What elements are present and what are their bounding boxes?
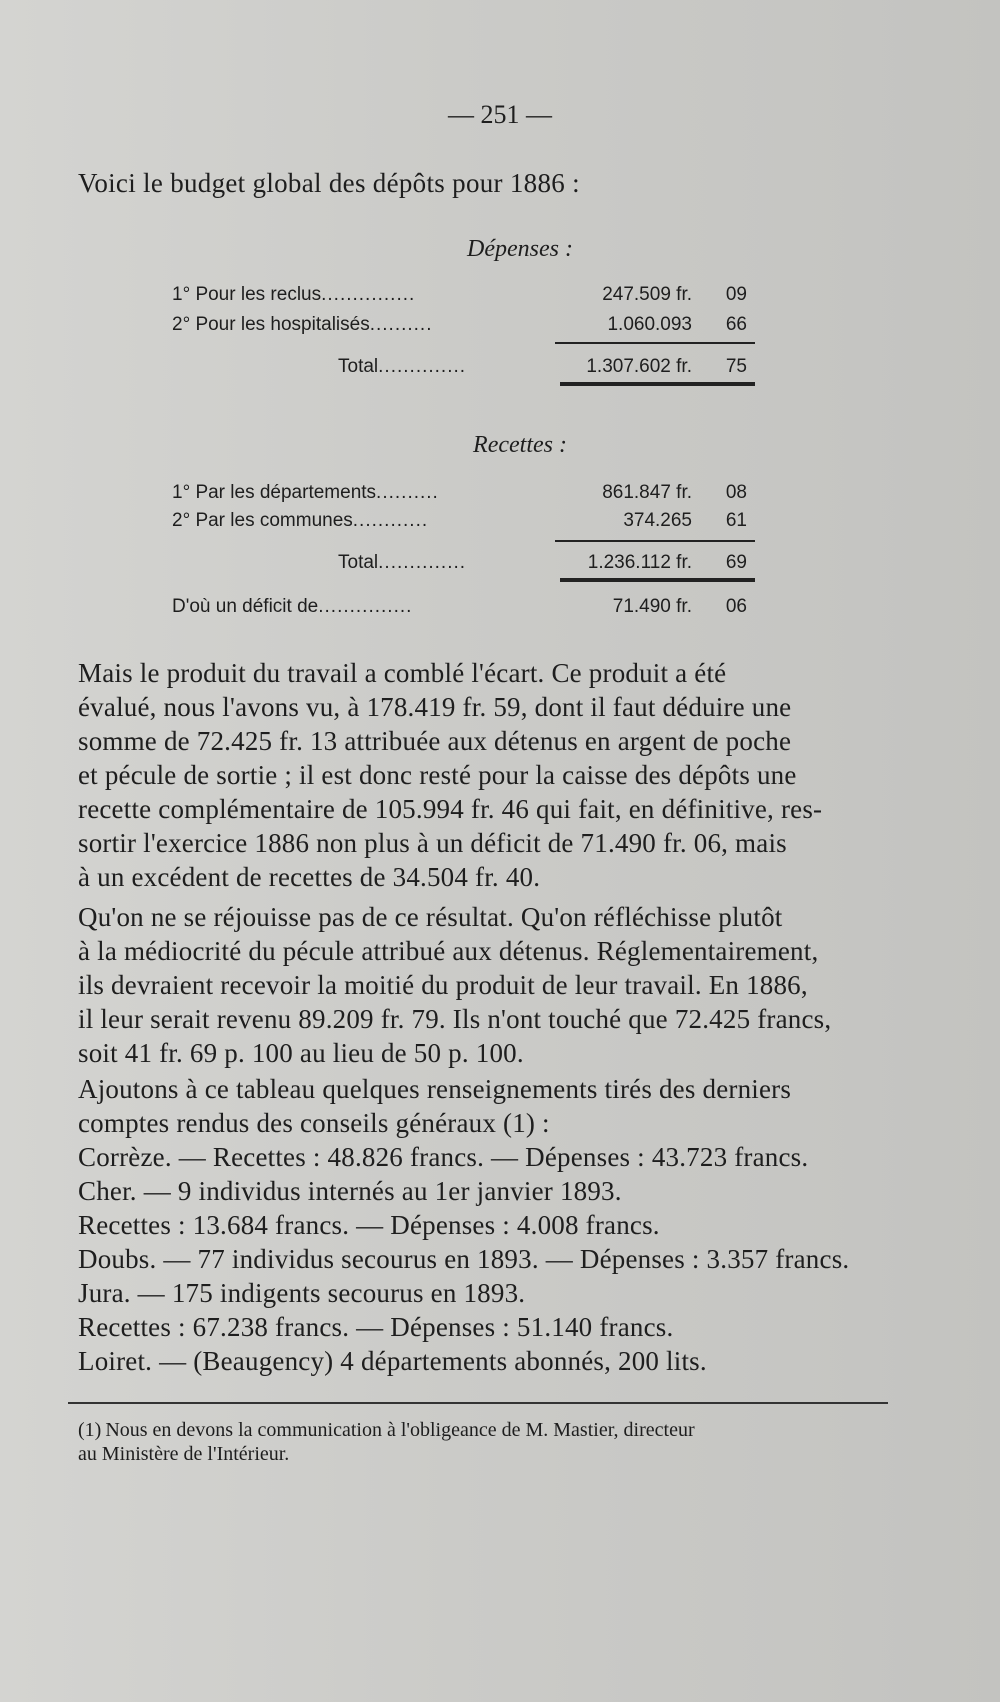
footnote-rule bbox=[68, 1402, 888, 1404]
row-cents: 66 bbox=[725, 314, 747, 335]
text-line: Ajoutons à ce tableau quelques renseignements tirés des derniers bbox=[78, 1074, 792, 1104]
footnote bbox=[78, 1418, 890, 1466]
total-double-rule bbox=[560, 578, 755, 582]
footnote-mark: (1) bbox=[78, 1419, 102, 1441]
text-line: Cher. — 9 individus internés au 1er janvier 1893. bbox=[78, 1176, 622, 1206]
deficit-label: D'où un déficit de............... bbox=[172, 596, 413, 617]
deficit-cents: 06 bbox=[725, 596, 747, 617]
depenses-row-hospitalises bbox=[172, 314, 757, 344]
text-line: Recettes : 13.684 francs. — Dépenses : 4.008 francs. bbox=[78, 1210, 660, 1240]
text-line: à un excédent de recettes de 34.504 fr. 40. bbox=[78, 862, 541, 892]
text-line: soit 41 fr. 69 p. 100 au lieu de 50 p. 100. bbox=[78, 1038, 524, 1068]
depenses-row-reclus bbox=[172, 284, 757, 314]
total-cents: 75 bbox=[725, 356, 747, 377]
paragraph-pecule bbox=[78, 900, 890, 1070]
intro-sentence: Voici le budget global des dépôts pour 1886 : bbox=[78, 168, 580, 198]
deficit-amount: 71.490 fr. bbox=[612, 596, 692, 617]
text-line: à la médiocrité du pécule attribué aux détenus. Réglementairement, bbox=[78, 936, 819, 966]
total-amount: 1.236.112 fr. bbox=[587, 552, 692, 573]
text-line: Jura. — 175 indigents secourus en 1893. bbox=[78, 1278, 526, 1308]
total-double-rule bbox=[560, 382, 755, 386]
text-line: évalué, nous l'avons vu, à 178.419 fr. 59, dont il faut déduire une bbox=[78, 692, 792, 722]
row-label: 1° Par les départements.......... bbox=[172, 482, 439, 503]
recettes-row-departements bbox=[172, 482, 757, 512]
row-amount: 374.265 bbox=[623, 510, 692, 531]
text-line: Corrèze. — Recettes : 48.826 francs. — Dépenses : 43.723 francs. bbox=[78, 1142, 809, 1172]
text-line: Recettes : 67.238 francs. — Dépenses : 51.140 francs. bbox=[78, 1312, 674, 1342]
text-line: Qu'on ne se réjouisse pas de ce résultat. Qu'on réfléchisse plutôt bbox=[78, 902, 783, 932]
text-line: il leur serait revenu 89.209 fr. 79. Ils n'ont touché que 72.425 francs, bbox=[78, 1004, 832, 1034]
text-line: ils devraient recevoir la moitié du produit de leur travail. En 1886, bbox=[78, 970, 808, 1000]
total-label: Total.............. bbox=[338, 552, 467, 573]
row-label: 2° Pour les hospitalisés.......... bbox=[172, 314, 433, 335]
deficit-row bbox=[172, 596, 757, 626]
text-line: Doubs. — 77 individus secourus en 1893. — Dépenses : 3.357 francs. bbox=[78, 1244, 850, 1274]
footnote-line: Nous en devons la communication à l'obligeance de M. Mastier, directeur bbox=[105, 1419, 695, 1441]
row-amount: 861.847 fr. bbox=[602, 482, 692, 503]
row-amount: 247.509 fr. bbox=[602, 284, 692, 305]
text-line: comptes rendus des conseils généraux (1) : bbox=[78, 1108, 550, 1138]
sum-rule bbox=[555, 540, 755, 542]
paragraph-produit-travail bbox=[78, 656, 890, 894]
text-line: Mais le produit du travail a comblé l'écart. Ce produit a été bbox=[78, 658, 727, 688]
text-line: sortir l'exercice 1886 non plus à un déficit de 71.490 fr. 06, mais bbox=[78, 828, 787, 858]
footnote-line: au Ministère de l'Intérieur. bbox=[78, 1443, 290, 1465]
total-label: Total.............. bbox=[338, 356, 467, 377]
row-label: 2° Par les communes............ bbox=[172, 510, 429, 531]
row-cents: 08 bbox=[725, 482, 747, 503]
total-amount: 1.307.602 fr. bbox=[586, 356, 692, 377]
row-cents: 09 bbox=[725, 284, 747, 305]
text-line: Loiret. — (Beaugency) 4 départements abonnés, 200 lits. bbox=[78, 1346, 707, 1376]
depenses-heading: Dépenses : bbox=[467, 236, 573, 262]
text-line: somme de 72.425 fr. 13 attribuée aux détenus en argent de poche bbox=[78, 726, 792, 756]
text-line: recette complémentaire de 105.994 fr. 46 qui fait, en définitive, res- bbox=[78, 794, 823, 824]
paragraph-conseils-generaux bbox=[78, 1072, 890, 1378]
recettes-heading: Recettes : bbox=[473, 432, 567, 458]
text-line: et pécule de sortie ; il est donc resté pour la caisse des dépôts une bbox=[78, 760, 797, 790]
total-cents: 69 bbox=[725, 552, 747, 573]
row-label: 1° Pour les reclus............... bbox=[172, 284, 416, 305]
sum-rule bbox=[555, 342, 755, 344]
row-cents: 61 bbox=[725, 510, 747, 531]
recettes-row-communes bbox=[172, 510, 757, 540]
page-number: — 251 — bbox=[448, 100, 552, 129]
row-amount: 1.060.093 bbox=[607, 314, 692, 335]
